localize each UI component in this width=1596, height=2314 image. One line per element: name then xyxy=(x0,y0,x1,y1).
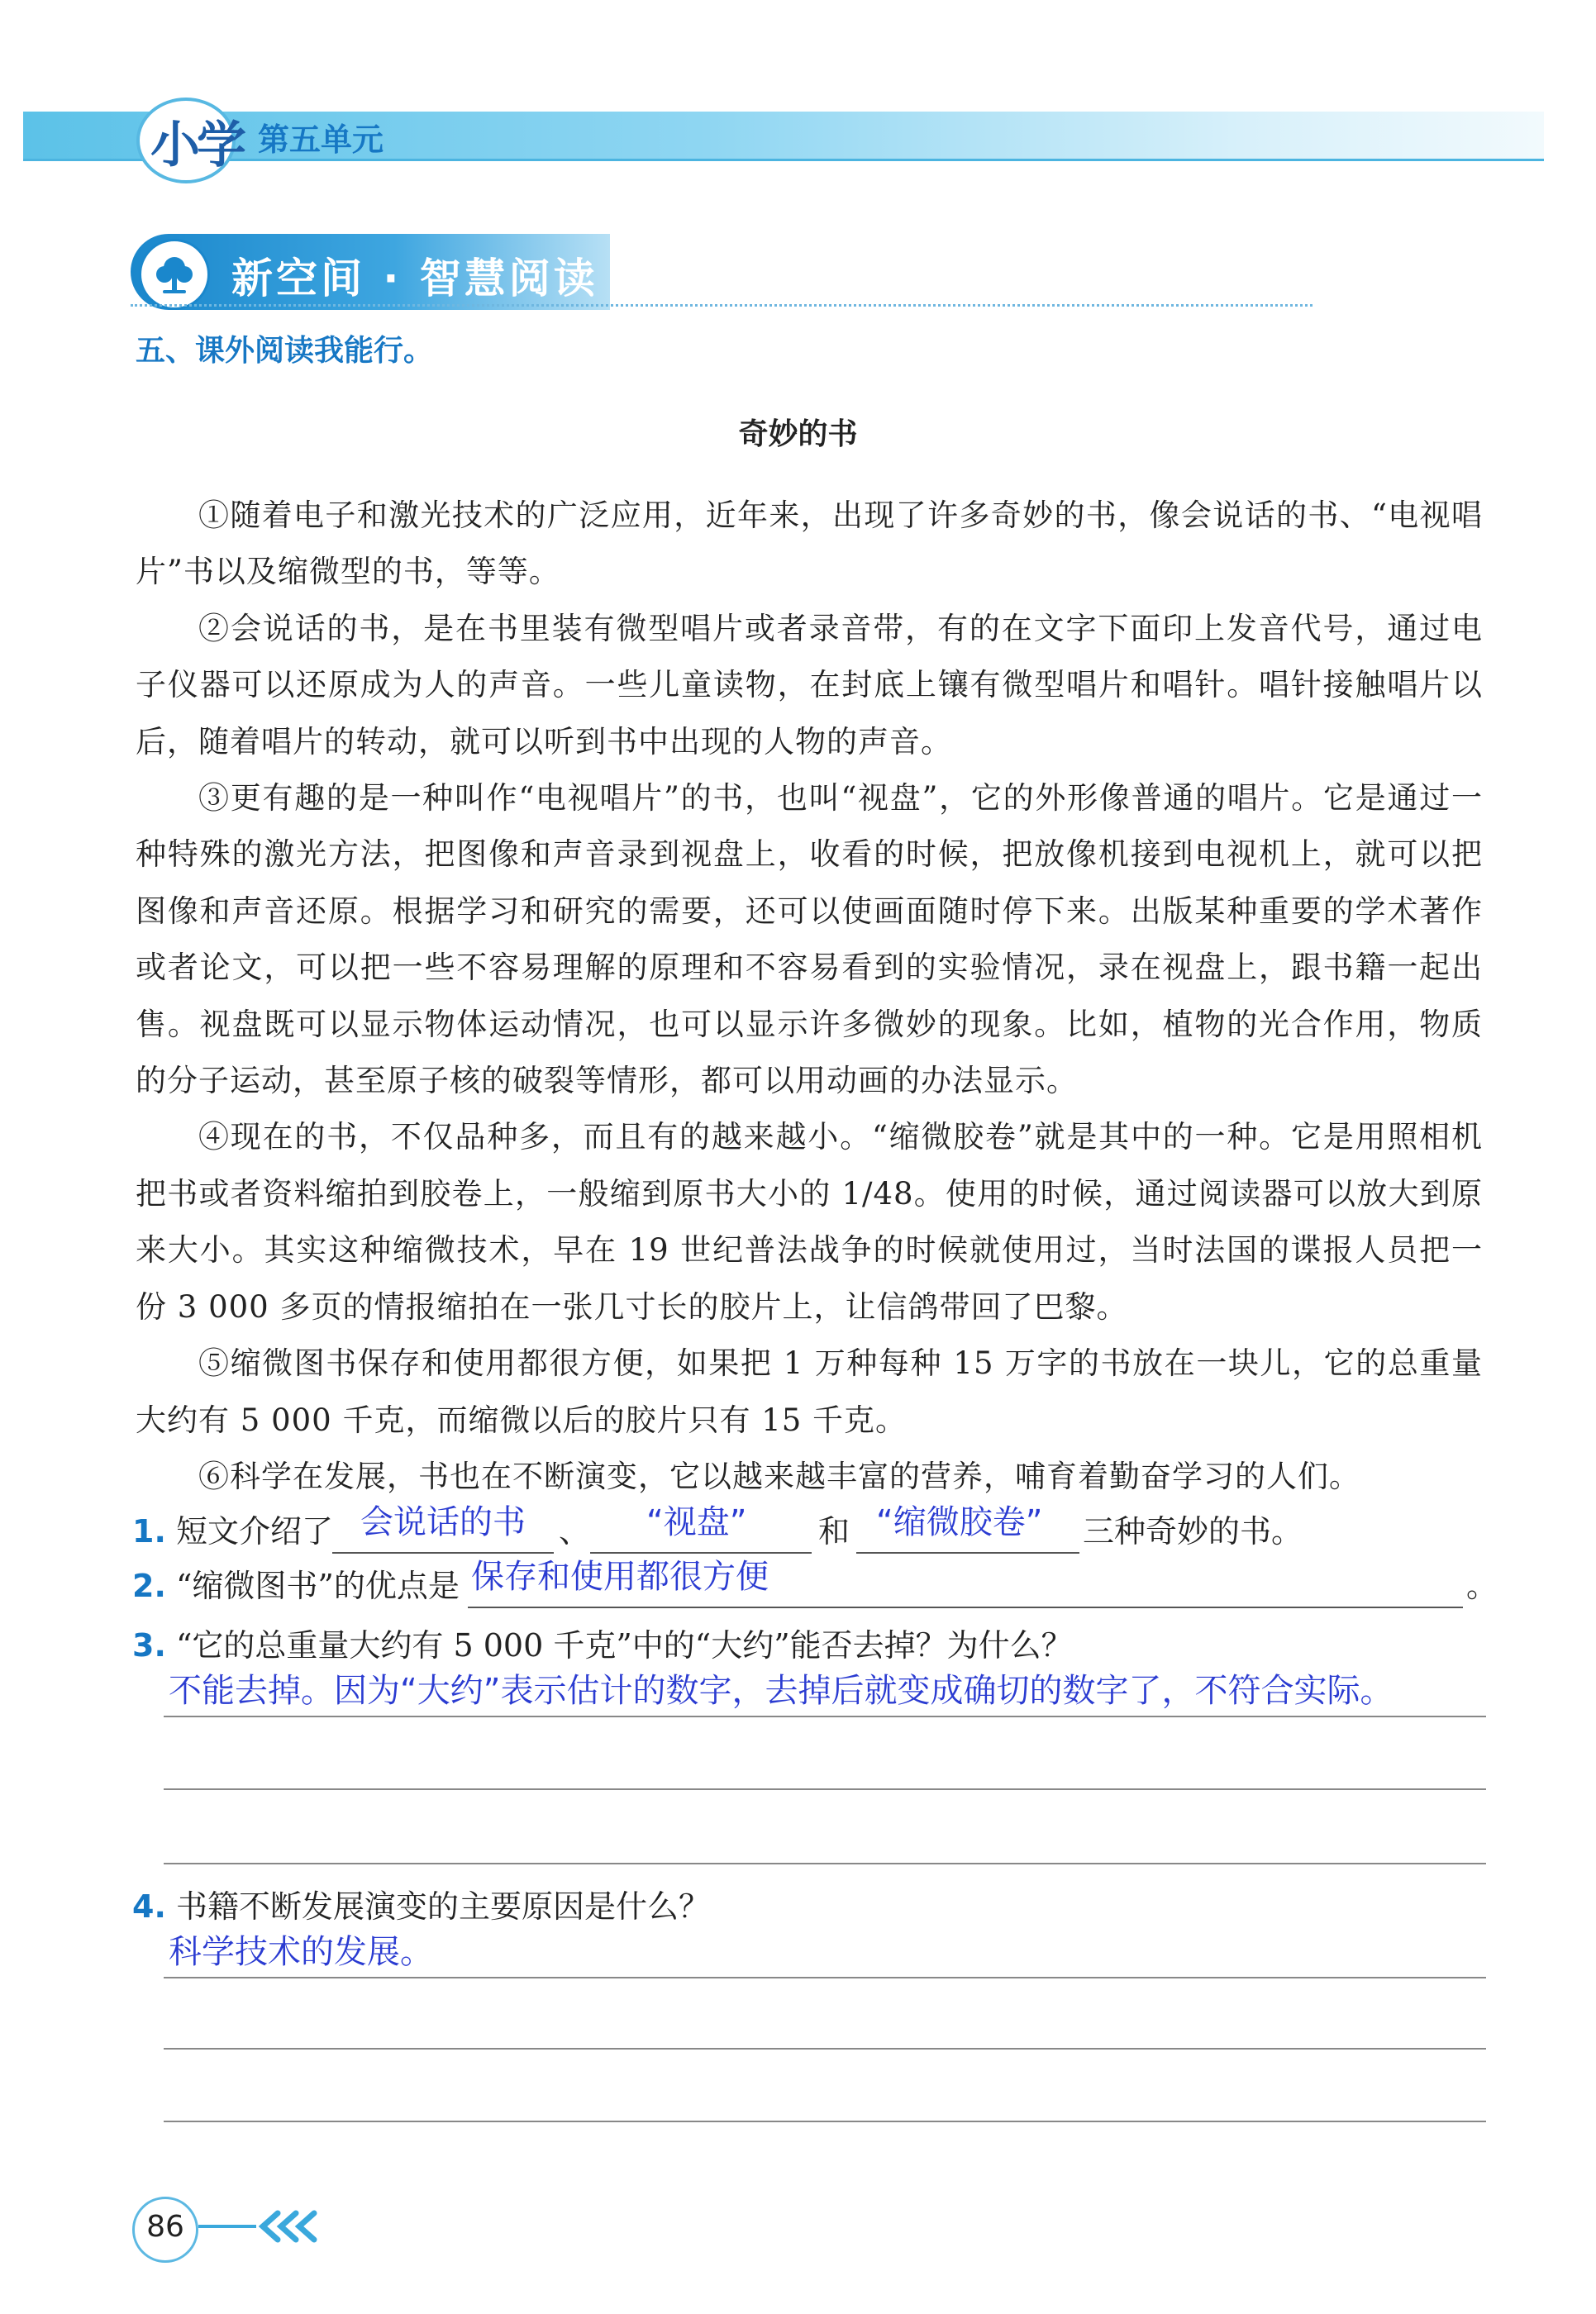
question-text: “缩微图书”的优点是 xyxy=(175,1568,460,1604)
unit-title: 第五单元 xyxy=(258,121,384,158)
handwritten-answer: 保存和使用都很方便 xyxy=(471,1558,769,1596)
tree-icon xyxy=(139,239,210,310)
answer-line[interactable] xyxy=(164,1788,1486,1790)
chevron-left-icon xyxy=(198,2208,322,2248)
question-text: “它的总重量大约有 5 000 千克”中的“大约”能否去掉？为什么？ xyxy=(175,1627,1073,1664)
logo-text: 小学 xyxy=(150,117,243,174)
question-text-suffix: 三种奇妙的书。 xyxy=(1083,1513,1303,1550)
answer-line[interactable] xyxy=(164,1716,1486,1717)
paragraph-4: ④现在的书，不仅品种多，而且有的越来越小。“缩微胶卷”就是其中的一种。它是用照相机把书或者资料缩拍到胶卷上，一般缩到原书大小的 1/48。使用的时候，通过阅读器可以放大到原来大小。其实这种缩微技术，早在 19 世纪普法战争的时候就使用过，当时法国的谍报人员把一份 3 000 多页的情报缩拍在一张几寸长的胶片上，让信鸽带回了巴黎。 xyxy=(136,1119,1483,1325)
separator: 和 xyxy=(818,1513,850,1550)
article-body xyxy=(136,488,1483,1505)
question-number: 4. xyxy=(132,1888,166,1925)
question-text: 书籍不断发展演变的主要原因是什么？ xyxy=(175,1888,710,1925)
question-text-suffix: 。 xyxy=(1466,1568,1498,1604)
question-2 xyxy=(132,1560,460,1606)
answer-line[interactable] xyxy=(164,1977,1486,1978)
handwritten-answer: 会说话的书 xyxy=(360,1503,526,1541)
answer-line[interactable] xyxy=(164,2048,1486,2050)
answer-blank[interactable] xyxy=(468,1607,1463,1608)
question-4 xyxy=(132,1881,710,1926)
paragraph-1: ①随着电子和激光技术的广泛应用，近年来，出现了许多奇妙的书，像会说话的书、“电视唱片”书以及缩微型的书，等等。 xyxy=(136,498,1483,590)
question-number: 2. xyxy=(132,1568,166,1604)
article-title: 奇妙的书 xyxy=(738,417,858,451)
answer-line[interactable] xyxy=(164,2121,1486,2122)
paragraph-2: ②会说话的书，是在书里装有微型唱片或者录音带，有的在文字下面印上发音代号，通过电子仪器可以还原成为人的声音。一些儿童读物，在封底上镶有微型唱片和唱针。唱针接触唱片以后，随着唱片的转动，就可以听到书中出现的人物的声音。 xyxy=(136,610,1483,759)
part-title: 五、课外阅读我能行。 xyxy=(136,334,434,368)
page-number: 86 xyxy=(146,2210,184,2244)
separator: 、 xyxy=(559,1513,591,1550)
handwritten-answer: 科学技术的发展。 xyxy=(169,1933,433,1971)
section-divider xyxy=(131,304,1313,307)
answer-blank-3[interactable] xyxy=(856,1552,1079,1554)
header-divider xyxy=(23,159,1544,161)
question-3 xyxy=(132,1620,1073,1665)
question-number: 1. xyxy=(132,1513,166,1550)
handwritten-answer: 不能去掉。因为“大约”表示估计的数字，去掉后就变成确切的数字了，不符合实际。 xyxy=(169,1672,1394,1710)
section-title: 新空间 · 智慧阅读 xyxy=(231,255,598,302)
answer-line[interactable] xyxy=(164,1863,1486,1864)
question-text: 短文介绍了 xyxy=(175,1513,333,1550)
header-band xyxy=(23,112,1544,160)
paragraph-5: ⑤缩微图书保存和使用都很方便，如果把 1 万种每种 15 万字的书放在一块儿，它的总重量大约有 5 000 千克，而缩微以后的胶片只有 15 千克。 xyxy=(136,1345,1483,1438)
handwritten-answer: “视盘” xyxy=(646,1503,747,1541)
paragraph-3: ③更有趣的是一种叫作“电视唱片”的书，也叫“视盘”，它的外形像普通的唱片。它是通过一种特殊的激光方法，把图像和声音录到视盘上，收看的时候，把放像机接到电视机上，就可以把图像和声音还原。根据学习和研究的需要，还可以使画面随时停下来。出版某种重要的学术著作或者论文，可以把一些不容易理解的原理和不容易看到的实验情况，录在视盘上，跟书籍一起出售。视盘既可以显示物体运动情况，也可以显示许多微妙的现象。比如，植物的光合作用，物质的分子运动，甚至原子核的破裂等情形，都可以用动画的办法显示。 xyxy=(136,780,1483,1099)
paragraph-6: ⑥科学在发展，书也在不断演变，它以越来越丰富的营养，哺育着勤奋学习的人们。 xyxy=(198,1458,1360,1494)
question-1 xyxy=(132,1506,333,1551)
question-number: 3. xyxy=(132,1627,166,1664)
handwritten-answer: “缩微胶卷” xyxy=(876,1503,1043,1541)
